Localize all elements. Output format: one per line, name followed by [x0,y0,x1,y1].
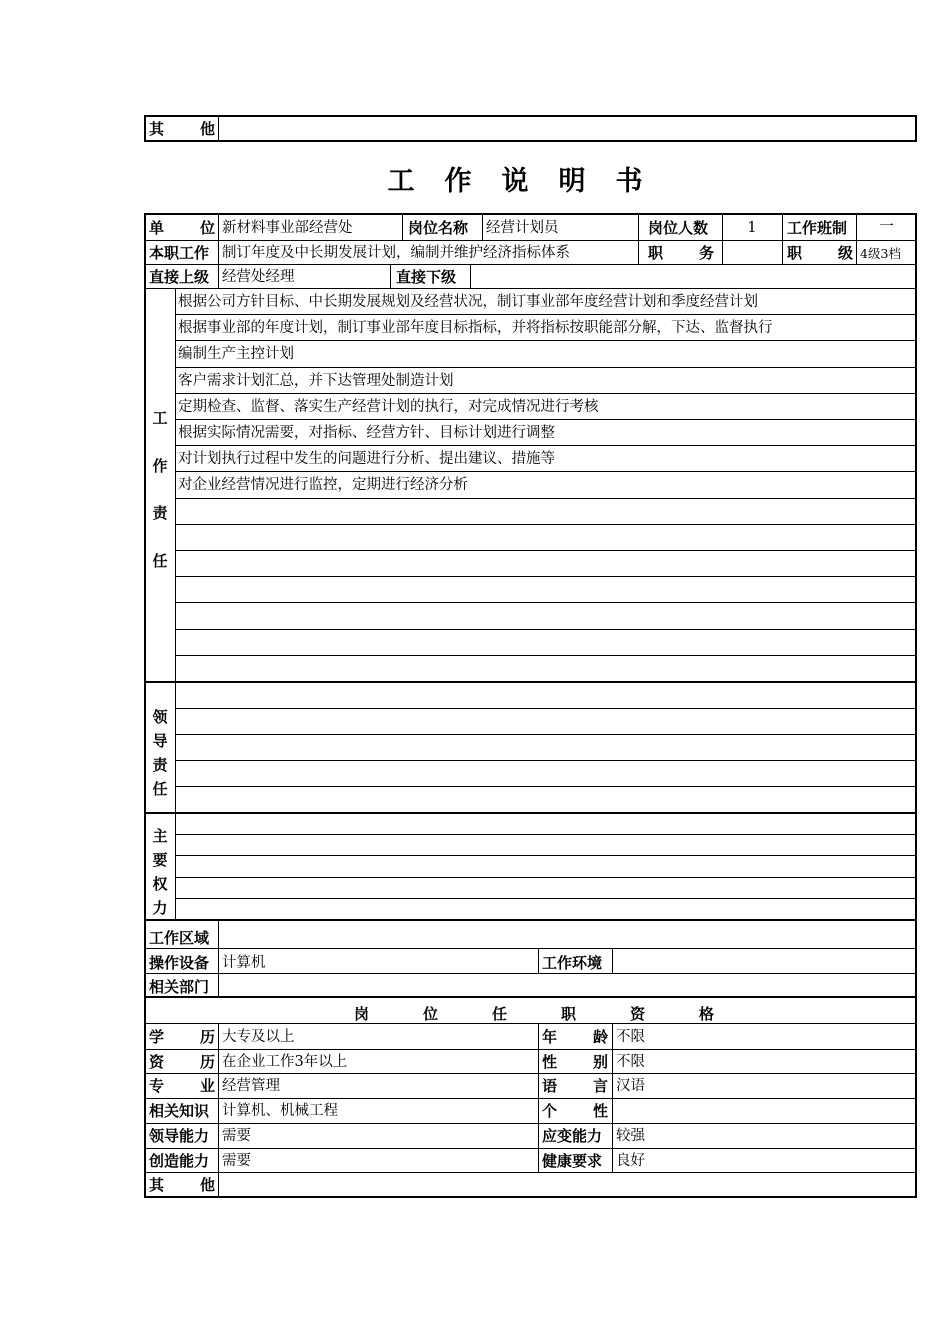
qualification-value: 汉语 [616,1078,645,1095]
divider [176,855,915,856]
divider [390,264,391,288]
superior-value: 经营处经理 [222,269,295,285]
qualification-label: 创造能力 [149,1151,210,1170]
headcount-value: 1 [747,220,757,236]
divider [176,734,915,735]
responsibility-item: 客户需求计划汇总，并下达管理处制造计划 [178,372,454,389]
responsibility-item: 对计划执行过程中发生的问题进行分析、提出建议、措施等 [178,451,555,468]
position-label: 岗位名称 [408,219,469,237]
divider [145,1049,915,1050]
responsibilities-label-2: 作 [152,457,168,475]
authority-label-1: 主 [152,827,168,845]
divider [176,550,915,551]
qualification-value: 大专及以上 [222,1029,295,1045]
divider [218,116,219,141]
authority-label-2: 要 [152,851,168,869]
qualifications-heading [354,1004,714,1024]
responsibility-item: 对企业经营情况进行监控，定期进行经济分析 [178,477,468,494]
section-divider [145,996,915,998]
divider [176,877,915,878]
leadership-label-3: 责 [152,756,168,774]
top-other-row [144,115,917,142]
section-divider [145,681,915,683]
leadership-label-4: 任 [152,780,168,798]
qualification-value: 不限 [616,1029,645,1045]
section-divider [145,919,915,921]
divider [145,1172,915,1173]
top-other-label: 其 他 [149,120,215,138]
qualifications-heading-char: 资 [629,1005,645,1023]
divider [175,288,176,920]
unit-value: 新材料事业部经营处 [222,220,353,236]
qualification-label: 个 性 [542,1102,608,1121]
job-value: 制订年度及中长期发展计划，编制并维护经济指标体系 [222,245,570,261]
duty-label: 职 务 [648,244,714,262]
divider [176,655,915,656]
responsibilities-label-3: 责 [152,504,168,522]
section-divider [145,812,915,814]
qualification-label: 资 历 [149,1052,215,1071]
qualification-label: 领导能力 [149,1126,210,1145]
divider [145,1073,915,1074]
divider [638,214,639,264]
work-area-label: 工作区域 [149,929,210,947]
qualification-value: 在企业工作3年以上 [222,1053,348,1070]
divider [176,602,915,603]
qualifications-heading-char: 职 [560,1005,576,1023]
qualification-value: 需要 [222,1152,251,1169]
divider [145,1123,915,1124]
divider [145,973,915,974]
qualification-other-label: 其 他 [149,1176,215,1195]
qualification-value: 较强 [616,1127,645,1144]
divider [538,948,539,973]
headcount-label: 岗位人数 [648,219,709,237]
job-label: 本职工作 [149,244,210,262]
divider [145,288,915,289]
grade-label: 职 级 [787,244,853,262]
superior-label: 直接上级 [149,268,210,286]
responsibility-item: 根据事业部的年度计划，制订事业部年度目标指标，并将指标按职能部分解，下达、监督执行 [178,320,773,337]
responsibility-item: 定期检查、监督、落实生产经营计划的执行，对完成情况进行考核 [178,398,599,415]
responsibility-item: 根据实际情况需要，对指标、经营方针、目标计划进行调整 [178,425,555,441]
qualification-value: 良好 [616,1152,645,1169]
authority-label-3: 权 [152,875,168,893]
divider [612,1024,613,1172]
divider [402,214,403,240]
divider [482,214,483,240]
divider [145,240,915,241]
divider [176,629,915,630]
qualifications-heading-char: 格 [698,1005,714,1023]
responsibilities-label-1: 工 [152,409,168,427]
authority-label-4: 力 [152,899,168,917]
divider [612,948,613,973]
divider [176,576,915,577]
qualification-label: 健康要求 [542,1151,603,1170]
subordinate-label: 直接下级 [396,268,457,286]
responsibility-item: 编制生产主控计划 [178,346,294,363]
divider [218,214,219,288]
qualification-label: 语 言 [542,1077,608,1096]
divider [176,498,915,499]
qualification-label: 专 业 [149,1077,215,1096]
qualification-value: 计算机、机械工程 [222,1103,338,1120]
leadership-label-2: 导 [152,732,168,750]
divider [176,393,915,394]
qualification-value: 不限 [616,1053,645,1070]
equipment-value: 计算机 [222,955,266,971]
shift-value: 一 [879,219,894,235]
qualifications-heading-char: 岗 [354,1005,370,1023]
qualification-value: 经营管理 [222,1078,280,1095]
divider [176,419,915,420]
divider [176,898,915,899]
qualification-label: 相关知识 [149,1102,210,1121]
environment-label: 工作环境 [542,954,603,972]
divider [176,786,915,787]
qualification-label: 性 别 [542,1052,608,1071]
divider [145,1098,915,1099]
related-dept-label: 相关部门 [149,978,210,996]
divider [176,340,915,341]
divider [218,1024,219,1196]
qualification-label: 应变能力 [542,1126,603,1145]
divider [145,1148,915,1149]
divider [145,264,915,265]
divider [218,920,219,996]
grade-value: 4级3档 [860,246,901,261]
divider [176,524,915,525]
qualification-label: 年 龄 [542,1028,608,1046]
divider [538,1024,539,1172]
divider [145,948,915,949]
divider [176,445,915,446]
unit-label: 单 位 [149,219,215,237]
divider [176,471,915,472]
divider [470,264,471,288]
divider [145,1023,915,1024]
divider [176,367,915,368]
divider [782,214,783,264]
equipment-label: 操作设备 [149,954,210,972]
qualifications-heading-char: 位 [422,1005,438,1023]
divider [176,760,915,761]
qualification-value: 需要 [222,1127,251,1144]
divider [176,708,915,709]
responsibility-item: 根据公司方针目标、中长期发展规划及经营状况，制订事业部年度经营计划和季度经营计划 [178,294,758,310]
qualification-label: 学 历 [149,1028,215,1046]
page-title: 工作说明书 [387,166,673,197]
responsibilities-label-4: 任 [152,552,168,570]
divider [176,314,915,315]
qualifications-heading-char: 任 [491,1005,507,1023]
position-value: 经营计划员 [486,220,559,236]
shift-label: 工作班制 [787,219,848,237]
leadership-label-1: 领 [152,708,168,726]
divider [176,834,915,835]
